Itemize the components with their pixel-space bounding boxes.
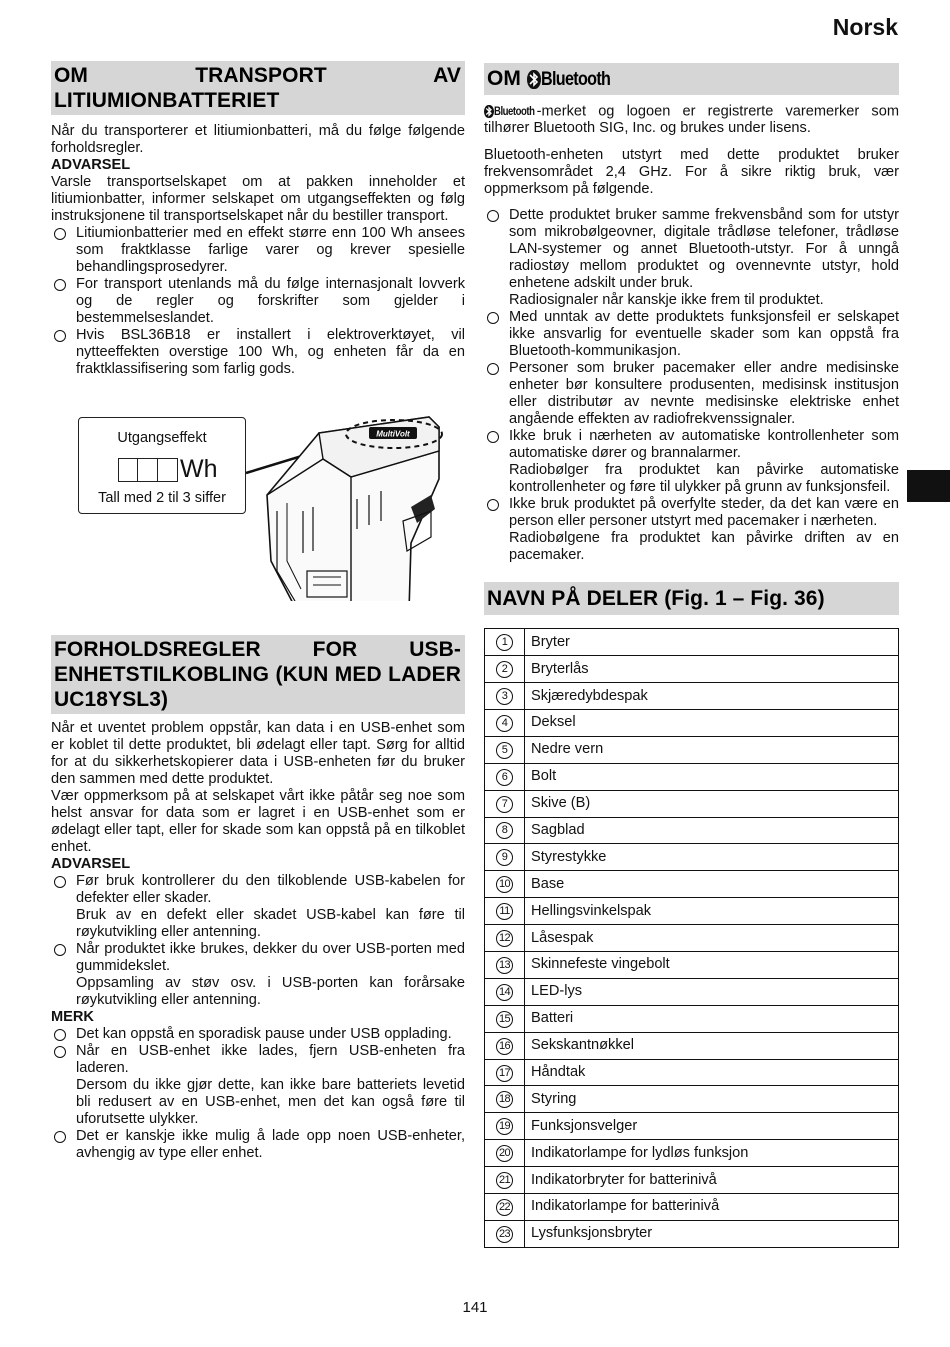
- part-name: Bolt: [525, 763, 899, 790]
- bullet-text: Ikke bruk i nærheten av automatiske kontrollenheter som automatiske dører og brannalarmer.: [509, 428, 899, 462]
- bluetooth-icon: [527, 70, 541, 89]
- part-name: Skive (B): [525, 790, 899, 817]
- part-number: 20: [496, 1145, 513, 1162]
- list-item: [484, 207, 899, 309]
- table-row: [485, 683, 899, 710]
- part-name: Håndtak: [525, 1059, 899, 1086]
- bluetooth-logo: [527, 67, 622, 92]
- bullet-subtext: Radiobølgene fra produktet kan påvirke driften av en pacemaker.: [509, 530, 899, 564]
- part-number-cell: [485, 1113, 525, 1140]
- part-number-cell: [485, 1086, 525, 1113]
- part-number-cell: [485, 709, 525, 736]
- unit-label: Wh: [180, 455, 218, 483]
- part-number: 1: [496, 634, 513, 651]
- list-item: [484, 360, 899, 428]
- digit-box: [158, 458, 178, 482]
- right-column: [484, 63, 899, 1248]
- bluetooth-logo-inline: [484, 103, 537, 120]
- list-item: [484, 428, 899, 496]
- table-row: [485, 978, 899, 1005]
- part-number-cell: [485, 1005, 525, 1032]
- part-number: 3: [496, 688, 513, 705]
- usb-warning-label: ADVARSEL: [51, 856, 131, 872]
- list-item: [484, 496, 899, 564]
- bluetooth-brand: Bluetooth: [540, 68, 611, 90]
- part-number: 16: [496, 1038, 513, 1055]
- part-name: Funksjonsvelger: [525, 1113, 899, 1140]
- parts-table: [484, 628, 899, 1247]
- part-number-cell: [485, 898, 525, 925]
- bullet-text: Det er kanskje ikke mulig å lade opp noen USB-enheter, avhengig av type eller enhet.: [76, 1128, 465, 1161]
- part-name: Sagblad: [525, 817, 899, 844]
- bullet-subtext: Bruk av en defekt eller skadet USB-kabel kan føre til røykutvikling eller antenning.: [76, 907, 465, 940]
- bullet-subtext: Dersom du ikke gjør dette, kan ikke bare batteriets levetid bli redusert av en USB-enhet, men det kan også føre til uforutsette ulykker.: [76, 1077, 465, 1127]
- bluetooth-trademark: [484, 103, 899, 137]
- page-number: 141: [462, 1299, 488, 1316]
- part-number: 6: [496, 769, 513, 786]
- part-number-cell: [485, 629, 525, 656]
- list-item: [51, 1043, 465, 1128]
- part-number: 12: [496, 930, 513, 947]
- table-row: [485, 1194, 899, 1221]
- part-number: 10: [496, 876, 513, 893]
- part-number: 23: [496, 1226, 513, 1243]
- list-item: [51, 941, 465, 1009]
- part-number-cell: [485, 817, 525, 844]
- part-name: LED-lys: [525, 978, 899, 1005]
- part-number: 18: [496, 1091, 513, 1108]
- usb-note-label: MERK: [51, 1009, 94, 1025]
- table-row: [485, 925, 899, 952]
- list-item: For transport utenlands må du følge internasjonalt lovverk og de regler og forskrifter som gjelder i bestemmelseslandet.: [51, 276, 465, 327]
- table-row: [485, 817, 899, 844]
- trademark-text: -merket og logoen er registrerte varemerker som tilhører Bluetooth SIG, Inc. og brukes under lisens.: [484, 103, 899, 137]
- usb-heading: FORHOLDSREGLER FOR USB-ENHETSTILKOBLING (KUN MED LADER UC18YSL3): [51, 635, 465, 714]
- part-name: Bryterlås: [525, 656, 899, 683]
- bullet-text: Dette produktet bruker samme frekvensbånd som for utstyr som mikrobølgeovner, digitale trådløse telefoner, trådløse LAN-systemer og annet Bluetooth-utstyr. For å unngå radiostøy mellom produktet og ovennevnte utstyr, hold enhetene adskilt under bruk.: [509, 207, 899, 292]
- table-row: [485, 763, 899, 790]
- battery-figure: [51, 411, 465, 601]
- part-name: Styrestykke: [525, 844, 899, 871]
- transport-heading: OM TRANSPORT AV LITIUMIONBATTERIET: [51, 61, 465, 115]
- part-number: 5: [496, 742, 513, 759]
- bullet-subtext: Oppsamling av støv osv. i USB-porten kan forårsake røykutvikling eller antenning.: [76, 975, 465, 1008]
- table-row: [485, 656, 899, 683]
- bluetooth-brand-inline: Bluetooth: [494, 103, 535, 118]
- digit-box: [138, 458, 158, 482]
- part-number: 9: [496, 849, 513, 866]
- part-number-cell: [485, 736, 525, 763]
- usb-intro-1: Når et uventet problem oppstår, kan data i en USB-enhet som er koblet til dette produktet, bli ødelagt eller tapt. Sørg for alltid for at du sikkerhetskopierer data i USB-enheten før du bruker den sammen med dette produktet.: [51, 720, 465, 787]
- part-number: 22: [496, 1199, 513, 1216]
- part-number: 11: [496, 903, 513, 920]
- part-number-cell: [485, 871, 525, 898]
- part-name: Skinnefeste vingebolt: [525, 952, 899, 979]
- part-name: Indikatorbryter for batterinivå: [525, 1167, 899, 1194]
- part-name: Deksel: [525, 709, 899, 736]
- part-name: Lysfunksjonsbryter: [525, 1220, 899, 1247]
- part-number-cell: [485, 1032, 525, 1059]
- table-row: [485, 871, 899, 898]
- transport-bullets: [51, 225, 465, 378]
- bullet-text: Før bruk kontrollerer du den tilkoblende USB-kabelen for defekter eller skader.: [76, 873, 465, 906]
- bullet-text: Med unntak av dette produktets funksjonsfeil er selskapet ikke ansvarlig for eventuelle skader som kan oppstå fra Bluetooth-kommunikasjon.: [509, 309, 899, 360]
- table-row: [485, 1005, 899, 1032]
- usb-note-bullets: [51, 1026, 465, 1162]
- part-name: Låsespak: [525, 925, 899, 952]
- bullet-text: Ikke bruk produktet på overfylte steder, da det kan være en person eller personer utstyrt med pacemaker i nærheten.: [509, 496, 899, 530]
- part-number-cell: [485, 763, 525, 790]
- usb-warning-bullets: [51, 873, 465, 1009]
- part-number-cell: [485, 952, 525, 979]
- part-number-cell: [485, 925, 525, 952]
- transport-intro: Når du transporterer et litiumionbatteri, må du følge følgende forholdsregler.: [51, 123, 465, 156]
- table-row: [485, 790, 899, 817]
- part-name: Nedre vern: [525, 736, 899, 763]
- part-name: Styring: [525, 1086, 899, 1113]
- table-row: [485, 898, 899, 925]
- part-name: Sekskantnøkkel: [525, 1032, 899, 1059]
- table-row: [485, 1167, 899, 1194]
- bluetooth-heading-prefix: OM: [487, 67, 522, 90]
- table-row: [485, 1113, 899, 1140]
- part-number-cell: [485, 790, 525, 817]
- transport-warning-label: ADVARSEL: [51, 157, 131, 173]
- output-label-box: [78, 417, 246, 514]
- output-label-title: Utgangseffekt: [117, 430, 207, 446]
- list-item: Hvis BSL36B18 er installert i elektroverktøyet, vil nytteeffekten overstige 100 Wh, og enheten får da en fraktklassifisering som farlig gods.: [51, 327, 465, 378]
- part-number-cell: [485, 1059, 525, 1086]
- output-label-footer: Tall med 2 til 3 siffer: [98, 490, 226, 506]
- table-row: [485, 709, 899, 736]
- bluetooth-icon: [484, 105, 494, 118]
- bullet-text: Når produktet ikke brukes, dekker du over USB-porten med gummidekslet.: [76, 941, 465, 974]
- bullet-subtext: Radiosignaler når kanskje ikke frem til produktet.: [509, 292, 824, 309]
- bluetooth-bullets: [484, 207, 899, 564]
- table-row: [485, 844, 899, 871]
- part-number: 17: [496, 1065, 513, 1082]
- bluetooth-heading: [484, 63, 899, 95]
- part-name: Bryter: [525, 629, 899, 656]
- part-number: 21: [496, 1172, 513, 1189]
- bullet-text: Personer som bruker pacemaker eller andre medisinske enheter bør konsultere produsenten, medisinsk institusjon eller distributør av nevnte medisinske elektriske enhet angående effekten av radiofrekvenssignaler.: [509, 360, 899, 428]
- transport-warning-text: Varsle transportselskapet om at pakken inneholder et litiumionbatter, informer selskapet om utgangseffekten og følg instruksjonene til transportselskapet når du bestiller transport.: [51, 174, 465, 224]
- part-number: 19: [496, 1118, 513, 1135]
- table-row: [485, 629, 899, 656]
- part-number-cell: [485, 978, 525, 1005]
- part-name: Indikatorlampe for lydløs funksjon: [525, 1140, 899, 1167]
- table-row: [485, 736, 899, 763]
- table-row: [485, 1140, 899, 1167]
- left-column: [51, 61, 465, 1162]
- battery-badge-text: MultiVolt: [376, 429, 410, 439]
- bluetooth-intro: Bluetooth-enheten utstyrt med dette produktet bruker frekvensområdet 2,4 GHz. For å sikre riktig bruk, vær oppmerksom på følgende.: [484, 147, 899, 198]
- part-name: Indikatorlampe for batterinivå: [525, 1194, 899, 1221]
- part-number: 2: [496, 661, 513, 678]
- part-number-cell: [485, 683, 525, 710]
- part-name: Base: [525, 871, 899, 898]
- part-name: Batteri: [525, 1005, 899, 1032]
- bullet-text: Det kan oppstå en sporadisk pause under USB opplading.: [76, 1026, 452, 1042]
- part-number-cell: [485, 1220, 525, 1247]
- list-item: Litiumionbatterier med en effekt større enn 100 Wh ansees som fraktklasse farlige varer og krever spesielle behandlingsprosedyrer.: [51, 225, 465, 276]
- language-label: Norsk: [832, 14, 898, 40]
- bullet-subtext: Radiobølger fra produktet kan påvirke automatiske kontrollenheter og føre til ulykker på grunn av funksjonsfeil.: [509, 462, 899, 496]
- table-row: [485, 1059, 899, 1086]
- part-number-cell: [485, 844, 525, 871]
- part-name: Skjæredybdespak: [525, 683, 899, 710]
- part-number: 14: [496, 984, 513, 1001]
- table-row: [485, 1086, 899, 1113]
- part-number: 8: [496, 822, 513, 839]
- table-row: [485, 952, 899, 979]
- table-row: [485, 1220, 899, 1247]
- part-number-cell: [485, 1140, 525, 1167]
- part-number-cell: [485, 1167, 525, 1194]
- digit-boxes: [118, 456, 218, 482]
- bullet-text: Når en USB-enhet ikke lades, fjern USB-enheten fra laderen.: [76, 1043, 465, 1076]
- part-number-cell: [485, 656, 525, 683]
- part-number: 15: [496, 1011, 513, 1028]
- part-number-cell: [485, 1194, 525, 1221]
- list-item: [51, 873, 465, 941]
- part-name: Hellingsvinkelspak: [525, 898, 899, 925]
- parts-heading: NAVN PÅ DELER (Fig. 1 – Fig. 36): [484, 582, 899, 615]
- list-item: [51, 1026, 465, 1043]
- section-tab-marker: [907, 470, 950, 502]
- part-number: 13: [496, 957, 513, 974]
- usb-intro-2: Vær oppmerksom på at selskapet vårt ikke påtår seg noe som helst ansvar for data som er lagret i en USB-enhet som er ødelagt eller tapt, eller for skade som kan oppstå på en tilkoblet enhet.: [51, 788, 465, 855]
- part-number: 7: [496, 796, 513, 813]
- list-item: [51, 1128, 465, 1162]
- list-item: [484, 309, 899, 360]
- table-row: [485, 1032, 899, 1059]
- part-number: 4: [496, 715, 513, 732]
- digit-box: [118, 458, 138, 482]
